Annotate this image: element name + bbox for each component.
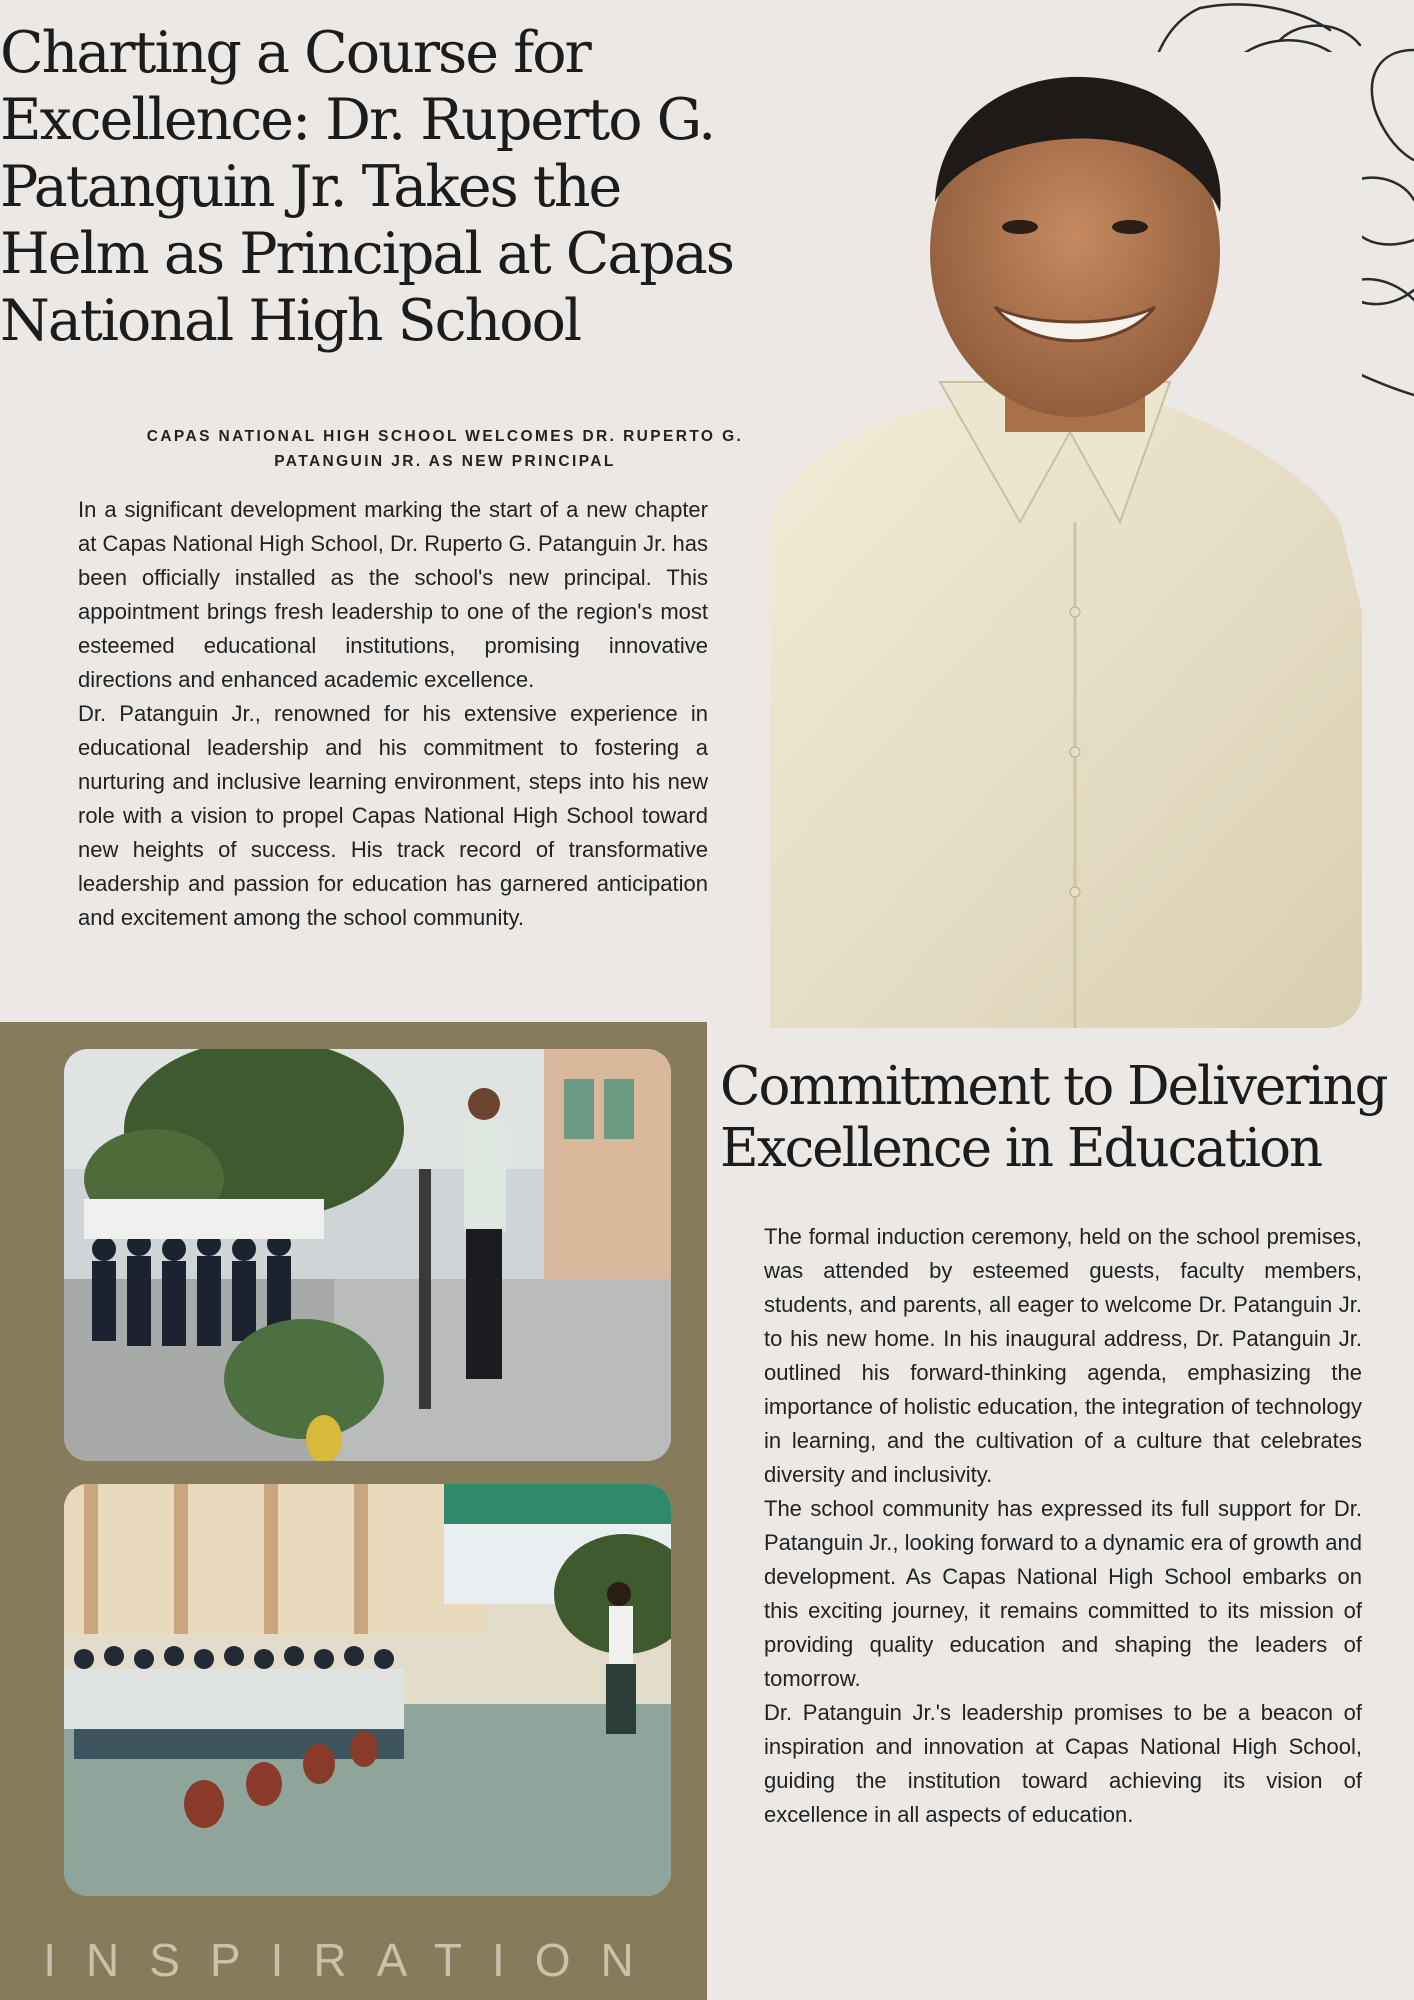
ceremony-assembly-image xyxy=(64,1484,671,1896)
article-subheading: CAPAS NATIONAL HIGH SCHOOL WELCOMES DR. RUPERTO G. PATANGUIN JR. AS NEW PRINCIPAL xyxy=(146,428,744,470)
intro-paragraph-1: In a significant development marking the start of a new chapter at Capas National High School, Dr. Ruperto G. Patanguin Jr. has been officially installed as the school's new principal. This appointment brings fresh leadership to one of the region's most esteemed educational institutions, promising innovative directions and enhanced academic excellence. xyxy=(78,497,708,692)
sidebar-word: INSPIRATION xyxy=(43,1934,664,1986)
principal-portrait xyxy=(770,52,1362,1028)
section-paragraph-1: The formal induction ceremony, held on the school premises, was attended by esteemed guests, faculty members, students, and parents, all eager to welcome Dr. Patanguin Jr. to his new home. In his inaugural address, Dr. Patanguin Jr. outlined his forward-thinking agenda, emphasizing the importance of holistic education, the integration of technology in learning, and the cultivation of a culture that celebrates diversity and inclusivity. xyxy=(764,1224,1362,1487)
ceremony-speech-image xyxy=(64,1049,671,1461)
section-paragraph-3: Dr. Patanguin Jr.'s leadership promises to be a beacon of inspiration and innovation at Capas National High School, guiding the institution toward achieving its vision of excellence in all aspects of education. xyxy=(764,1700,1362,1827)
ceremony-photo-speech xyxy=(64,1049,671,1461)
intro-body xyxy=(78,493,708,935)
section-body xyxy=(764,1220,1362,1832)
section-paragraph-2: The school community has expressed its full support for Dr. Patanguin Jr., looking forward to a dynamic era of growth and development. As Capas National High School embarks on this exciting journey, it remains committed to its mission of providing quality education and shaping the leaders of tomorrow. xyxy=(764,1496,1363,1691)
section-heading: Commitment to Delivering Excellence in Education xyxy=(720,1056,1387,1179)
principal-portrait-image xyxy=(770,52,1362,1028)
ceremony-photo-assembly xyxy=(64,1484,671,1896)
article-title: Charting a Course for Excellence: Dr. Ruperto G. Patanguin Jr. Takes the Helm as Principal at Capas National High School xyxy=(0,20,734,354)
intro-paragraph-2: Dr. Patanguin Jr., renowned for his extensive experience in educational leadership and his commitment to fostering a nurturing and inclusive learning environment, steps into his new role with a vision to propel Capas National High School toward new heights of success. His track record of transformative leadership and passion for education has garnered anticipation and excitement among the school community. xyxy=(78,701,708,930)
